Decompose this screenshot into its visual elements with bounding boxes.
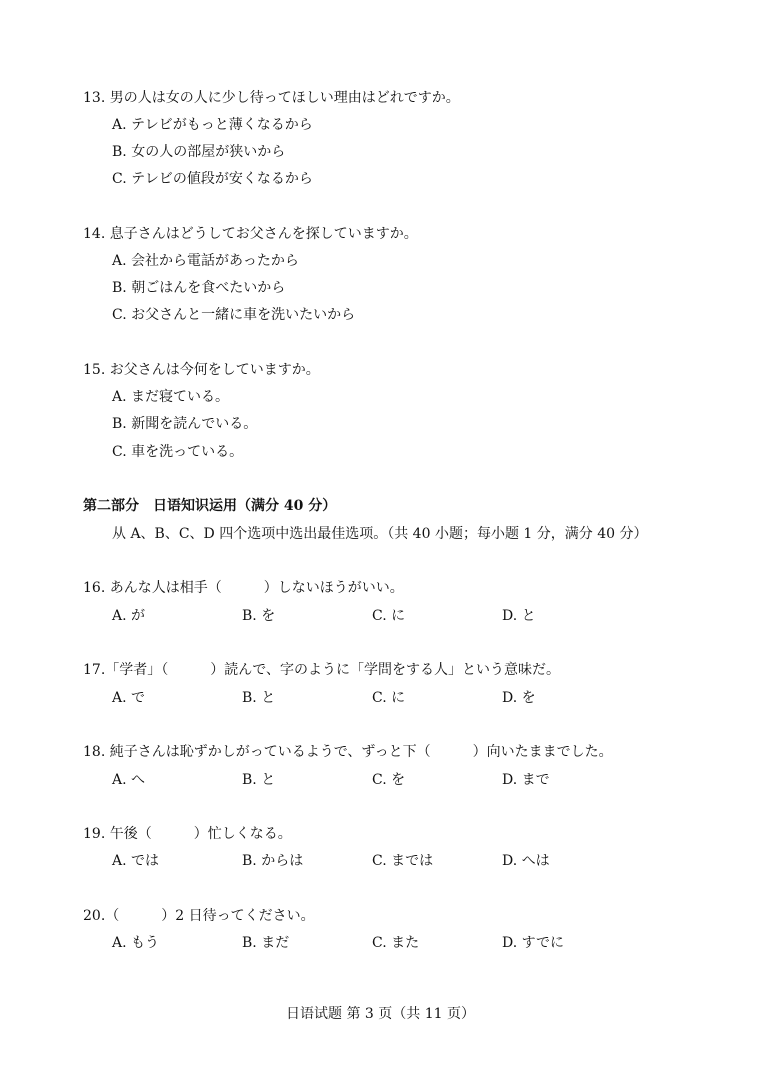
question-20: 20.（ ）2 日待ってください。	[83, 908, 315, 924]
option-a: A. へ	[112, 772, 146, 788]
option-b: B. からは	[242, 853, 304, 869]
question-13-option-c: C. テレビの値段が安くなるから	[112, 171, 313, 187]
option-a: A. では	[112, 853, 160, 869]
option-c: C. に	[372, 690, 406, 706]
question-18: 18. 純子さんは恥ずかしがっているようで、ずっと下（ ）向いたままでした。	[83, 744, 613, 760]
option-d: D. と	[502, 608, 536, 624]
section-title: 第二部分 日语知识运用（满分 40 分）	[83, 498, 337, 514]
question-15: 15. お父さんは今何をしていますか。	[83, 362, 320, 378]
option-b: B. を	[242, 608, 276, 624]
option-b: B. と	[242, 772, 276, 788]
option-d: D. まで	[502, 772, 550, 788]
section-instruction: 从 A、B、C、D 四个选项中选出最佳选项。（共 40 小题；每小题 1 分，满分 40 分）	[112, 526, 648, 542]
option-c: C. に	[372, 608, 406, 624]
option-a: A. が	[112, 608, 146, 624]
question-14-option-a: A. 会社から電話があったから	[112, 253, 299, 269]
question-13-option-a: A. テレビがもっと薄くなるから	[112, 117, 313, 133]
option-d: D. を	[502, 690, 536, 706]
question-18-options	[112, 770, 672, 790]
question-16-options	[112, 606, 672, 626]
option-a: A. もう	[112, 935, 160, 951]
option-a: A. で	[112, 690, 146, 706]
option-d: D. へは	[502, 853, 550, 869]
question-17-options	[112, 688, 672, 708]
option-d: D. すでに	[502, 935, 565, 951]
option-c: C. までは	[372, 853, 434, 869]
question-13: 13. 男の人は女の人に少し待ってほしい理由はどれですか。	[83, 90, 460, 106]
page-footer: 日语试题 第 3 页（共 11 页）	[286, 1006, 475, 1022]
question-17: 17.「学者」（ ）読んで、字のように「学問をする人」という意味だ。	[83, 662, 560, 678]
option-c: C. また	[372, 935, 420, 951]
option-c: C. を	[372, 772, 406, 788]
option-b: B. まだ	[242, 935, 290, 951]
question-16: 16. あんな人は相手（ ）しないほうがいい。	[83, 580, 404, 596]
question-15-option-c: C. 車を洗っている。	[112, 444, 244, 460]
question-15-option-a: A. まだ寝ている。	[112, 389, 230, 405]
option-b: B. と	[242, 690, 276, 706]
question-19: 19. 午後（ ）忙しくなる。	[83, 826, 292, 842]
question-14-option-b: B. 朝ごはんを食べたいから	[112, 280, 286, 296]
question-14-option-c: C. お父さんと一緒に車を洗いたいから	[112, 307, 356, 323]
question-14: 14. 息子さんはどうしてお父さんを探していますか。	[83, 226, 418, 242]
question-20-options	[112, 933, 672, 953]
question-15-option-b: B. 新聞を読んでいる。	[112, 416, 258, 432]
question-19-options	[112, 851, 672, 871]
question-13-option-b: B. 女の人の部屋が狭いから	[112, 144, 286, 160]
